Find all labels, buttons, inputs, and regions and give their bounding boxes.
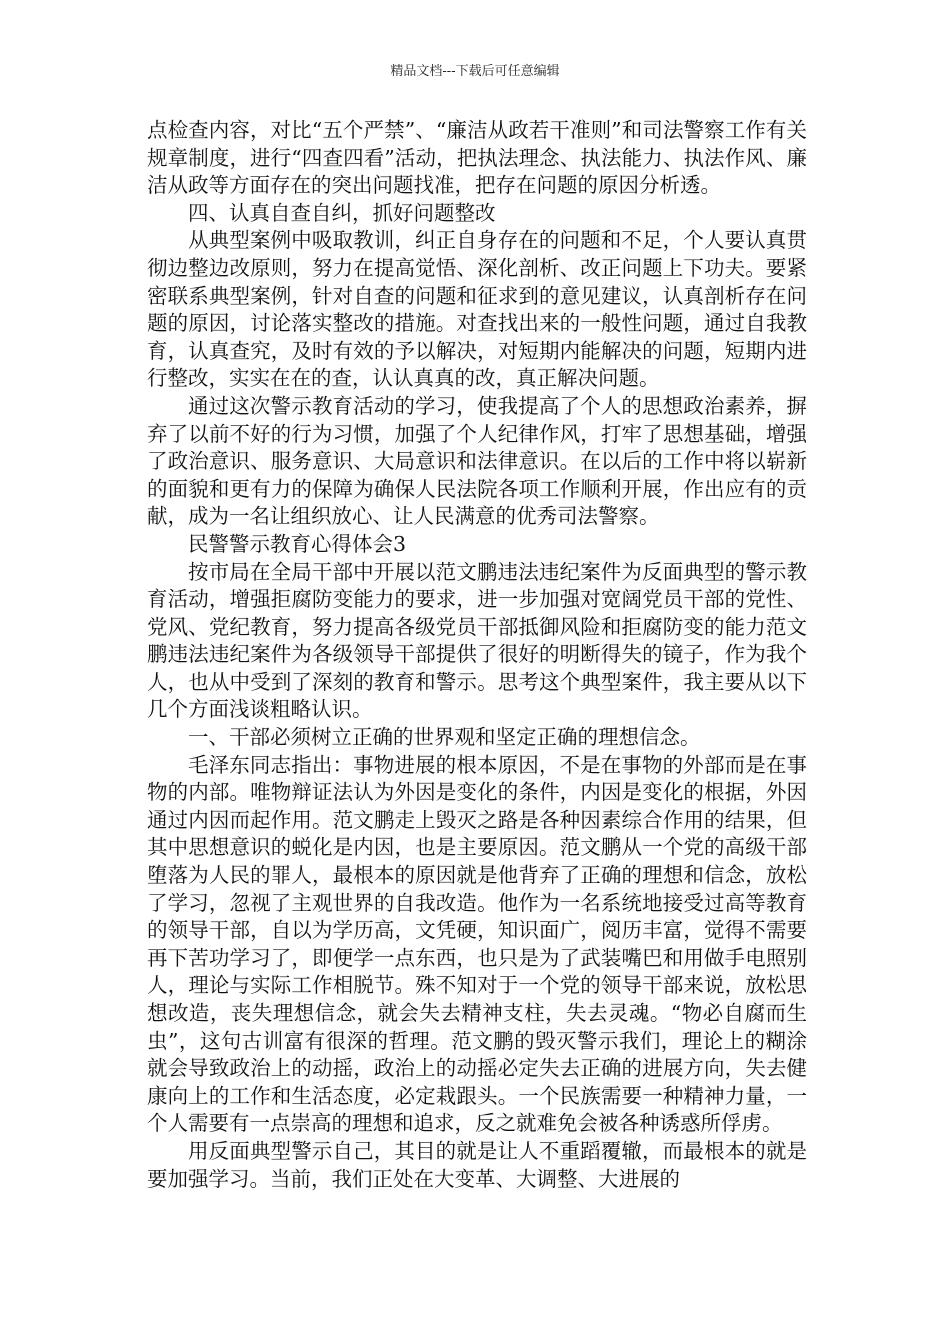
paragraph: 毛泽东同志指出：事物进展的根本原因，不是在事物的外部而是在事物的内部。唯物辩证法认为外因是变化的条件，内因是变化的根据，外因通过内因而起作用。范文鹏走上毁灭之路是各种因素综合作用的结果，但其中思想意识的蜕化是内因，也是主要原因。范文鹏从一个党的高级干部堕落为人民的罪人，最根本的原因就是他背弃了正确的理想和信念，放松了学习，忽视了主观世界的自我改造。他作为一名系统地接受过高等教育的领导干部，自以为学历高，文凭硬，知识面广，阅历丰富，觉得不需要再下苦功学习了，即便学一点东西，也只是为了武装嘴巴和用做手电照别人，理论与实际工作相脱节。殊不知对于一个党的领导干部来说，放松思想改造，丧失理想信念，就会失去精神支柱，失去灵魂。“物必自腐而生虫”，这句古训富有很深的哲理。范文鹏的毁灭警示我们，理论上的糊涂就会导致政治上的动摇，政治上的动摇必定失去正确的进展方向，失去健康向上的工作和生活态度，必定栽跟头。一个民族需要一种精神力量，一个人需要有一点崇高的理想和追求，反之就难免会被各种诱惑所俘虏。 — [147, 752, 807, 1136]
page-header-watermark: 精品文档---下载后可任意编辑 — [390, 64, 560, 79]
paragraph: 从典型案例中吸取教训，纠正自身存在的问题和不足，个人要认真贯彻边整边改原则，努力在提高觉悟、深化剖析、改正问题上下功夫。要紧密联系典型案例，针对自查的问题和征求到的意见建议，认真剖析存在问题的原因，讨论落实整改的措施。对查找出来的一般性问题，通过自我教育，认真查究，及时有效的予以解决，对短期内能解决的问题，短期内进行整改，实实在在的查，认认真真的改，真正解决问题。 — [147, 228, 807, 391]
paragraph-continuation: 点检查内容，对比“五个严禁”、“廉洁从政若干准则”和司法警察工作有关规章制度，进行“四查四看”活动，把执法理念、执法能力、执法作风、廉洁从政等方面存在的突出问题找准，把存在问题的原因分析透。 — [147, 118, 807, 198]
document-body — [147, 117, 807, 1193]
paragraph: 按市局在全局干部中开展以范文鹏违法违纪案件为反面典型的警示教育活动，增强拒腐防变能力的要求，进一步加强对宽阔党员干部的党性、党风、党纪教育，努力提高各级党员干部抵御风险和拒腐防变的能力范文鹏违法违纪案件为各级领导干部提供了很好的明断得失的镜子，作为我个人，也从中受到了深刻的教育和警示。思考这个典型案件，我主要从以下几个方面浅谈粗略认识。 — [147, 559, 807, 722]
section-heading-four: 四、认真自查自纠，抓好问题整改 — [188, 200, 496, 225]
paragraph: 用反面典型警示自己，其目的就是让人不重蹈覆辙，而最根本的就是要加强学习。当前，我们正处在大变革、大调整、大进展的 — [147, 1138, 807, 1191]
paragraph: 通过这次警示教育活动的学习，使我提高了个人的思想政治素养，摒弃了以前不好的行为习惯，加强了个人纪律作风，打牢了思想基础，增强了政治意识、服务意识、大局意识和法律意识。在以后的工作中将以崭新的面貌和更有力的保障为确保人民法院各项工作顺利开展，作出应有的贡献，成为一名让组织放心、让人民满意的优秀司法警察。 — [147, 393, 807, 529]
section-heading-one: 一、干部必须树立正确的世界观和坚定正确的理想信念。 — [188, 725, 701, 750]
article-title: 民警警示教育心得体会3 — [188, 531, 407, 556]
